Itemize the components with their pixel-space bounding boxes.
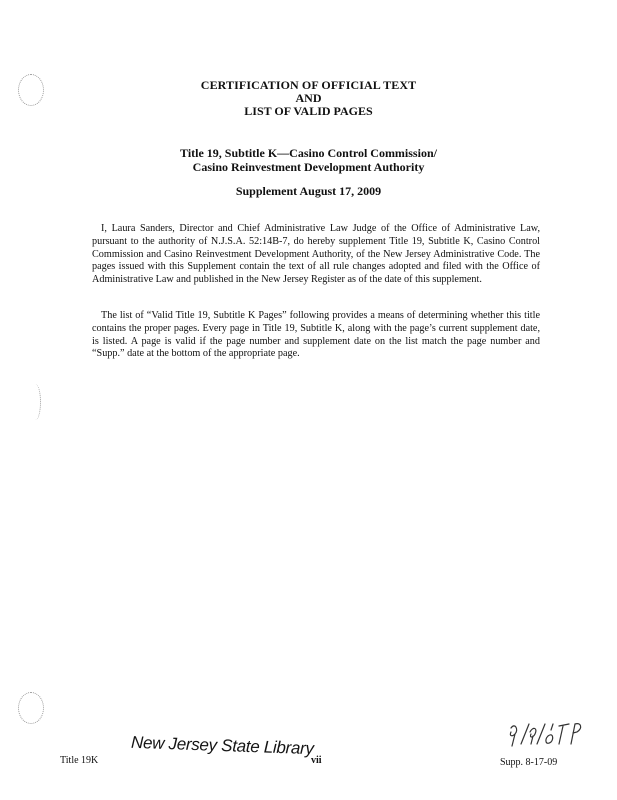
- certification-paragraph: I, Laura Sanders, Director and Chief Administrative Law Judge of the Office of Administrative Law, pursuant to the authority of N.J.S.A. 52:14B-7, do hereby supplement Title 19, Subtitle K, Casino Control Commission and Casino Reinvestment Development Authority, of the New Jersey Administrative Code. The pages issued with this Supplement contain the text of all rule changes adopted and filed with the Office of Administrative Law and published in the New Jersey Register as of the date of this supplement.: [92, 223, 540, 286]
- certification-title-and: AND: [295, 91, 322, 105]
- subtitle-line-1: Title 19, Subtitle K—Casino Control Commission/: [180, 146, 437, 160]
- footer-supplement: Supp. 8-17-09: [500, 757, 558, 768]
- footer-page-number: vii: [311, 755, 322, 766]
- library-stamp: New Jersey State Library: [130, 732, 315, 759]
- certification-title-list: LIST OF VALID PAGES: [244, 104, 373, 118]
- subtitle-line-2: Casino Reinvestment Development Authority: [192, 160, 425, 174]
- valid-pages-paragraph: The list of “Valid Title 19, Subtitle K Pages” following provides a means of determining whether this title contains the proper pages. Every page in Title 19, Subtitle K, along with the page’s current supplement date, is listed. A page is valid if the page number and supplement date on the list match the page number and “Supp.” date at the bottom of the appropriate page.: [92, 310, 540, 360]
- certification-title: CERTIFICATION OF OFFICIAL TEXT: [200, 78, 417, 92]
- handwritten-initials: [505, 718, 585, 754]
- punch-hole: [18, 692, 44, 724]
- punch-hole: [30, 384, 41, 420]
- footer-title: Title 19K: [60, 755, 99, 766]
- supplement-date: Supplement August 17, 2009: [235, 184, 382, 198]
